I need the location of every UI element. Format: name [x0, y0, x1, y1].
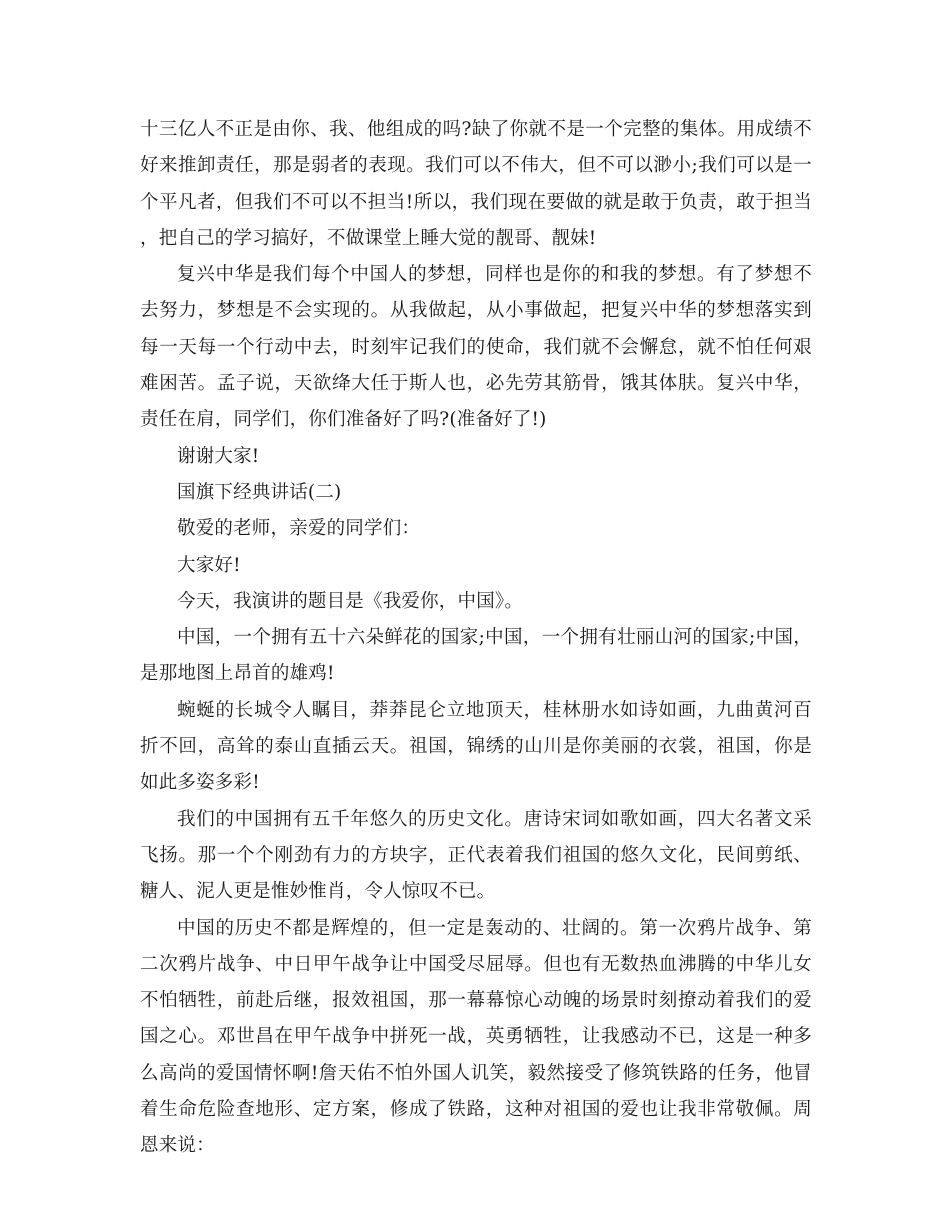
section-heading: 国旗下经典讲话(二): [177, 481, 342, 503]
paragraph-dream: 复兴中华是我们每个中国人的梦想，同样也是你的和我的梦想。有了梦想不去努力，梦想是不会实现的。从我做起，从小事做起，把复兴中华的梦想落实到每一天每一个行动中去，时刻牢记我们的使命，我们就不会懈怠，就不怕任何艰难困苦。孟子说，天欲绛大任于斯人也，必先劳其筋骨，饿其体肤。复兴中华，责任在肩，同学们，你们准备好了吗?(准备好了!): [140, 264, 812, 431]
paragraph-thanks: 谢谢大家!: [177, 445, 260, 467]
paragraph-topic: 今天，我演讲的题目是《我爱你，中国》。: [177, 590, 524, 612]
paragraph-landscape: 蜿蜒的长城令人瞩目，莽莽昆仑立地顶天，桂林册水如诗如画，九曲黄河百折不回，高耸的泰山直插云天。祖国，锦绣的山川是你美丽的衣裳，祖国，你是如此多姿多彩!: [140, 699, 812, 794]
paragraph-culture: 我们的中国拥有五千年悠久的历史文化。唐诗宋词如歌如画，四大名著文采飞扬。那一个个刚劲有力的方块字，正代表着我们祖国的悠久文化，民间剪纸、糖人、泥人更是惟妙惟肖，令人惊叹不已。: [140, 808, 812, 903]
paragraph-intro: 十三亿人不正是由你、我、他组成的吗?缺了你就不是一个完整的集体。用成绩不好来推卸责任，那是弱者的表现。我们可以不伟大，但不可以渺小;我们可以是一个平凡者，但我们不可以不担当!所以，我们现在要做的就是敢于负责，敢于担当，把自己的学习搞好，不做课堂上睡大觉的靓哥、靓妹!: [140, 119, 812, 249]
paragraph-salutation: 敬爱的老师，亲爱的同学们：: [177, 518, 421, 540]
paragraph-history: 中国的历史不都是辉煌的，但一定是轰动的、壮阔的。第一次鸦片战争、第二次鸦片战争、中日甲午战争让中国受尽屈辱。但也有无数热血沸腾的中华儿女不怕牺牲，前赴后继，报效祖国，那一幕幕惊心动魄的场景时刻撩动着我们的爱国之心。邓世昌在甲午战争中拼死一战，英勇牺牲，让我感动不已，这是一种多么高尚的爱国情怀啊!詹天佑不怕外国人讥笑，毅然接受了修筑铁路的任务，他冒着生命危险查地形、定方案，修成了铁路，这种对祖国的爱也让我非常敬佩。周恩来说：: [140, 917, 812, 1157]
paragraph-china-intro: 中国，一个拥有五十六朵鲜花的国家;中国，一个拥有壮丽山河的国家;中国，是那地图上昂首的雄鸡!: [140, 627, 812, 685]
paragraph-greeting: 大家好!: [177, 554, 241, 576]
document-body: [140, 112, 812, 1165]
